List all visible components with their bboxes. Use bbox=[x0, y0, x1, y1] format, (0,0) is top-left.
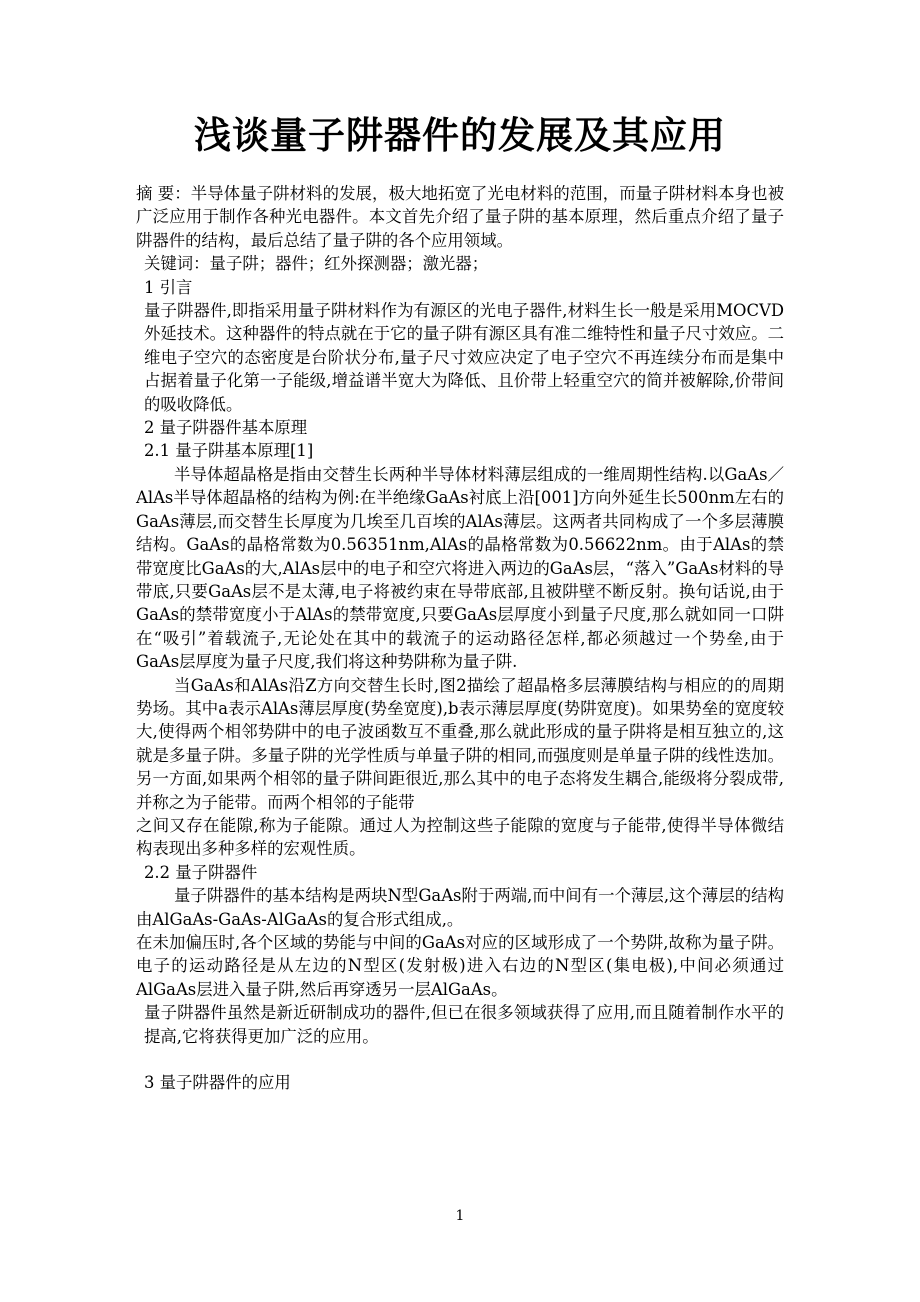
section-2-1-paragraph-1: 半导体超晶格是指由交替生长两种半导体材料薄层组成的一维周期性结构.以GaAs／AlAs半导体超晶格的结构为例:在半绝缘GaAs衬底上沿[001]方向外延生长500nm左右的GaAs薄层,而交替生长厚度为几埃至几百埃的AlAs薄层。这两者共同构成了一个多层薄膜结构。GaAs的晶格常数为0.56351nm,AlAs的晶格常数为0.56622nm。由于AlAs的禁带宽度比GaAs的大,AlAs层中的电子和空穴将进入两边的GaAs层，“落入”GaAs材料的导带底,只要GaAs层不是太薄,电子将被约束在导带底部,且被阱壁不断反射。换句话说,由于GaAs的禁带宽度小于AlAs的禁带宽度,只要GaAs层厚度小到量子尺度,那么就如同一口阱在“吸引”着载流子,无论处在其中的载流子的运动路径怎样,都必须越过一个势垒,由于GaAs层厚度为量子尺度,我们将这种势阱称为量子阱. bbox=[136, 464, 784, 672]
section-2-2-paragraph-2: 在未加偏压时,各个区域的势能与中间的GaAs对应的区域形成了一个势阱,故称为量子阱。电子的运动路径是从左边的N型区(发射极)进入右边的N型区(集电极),中间必须通过AlGaAs层进入量子阱,然后再穿透另一层AlGaAs。 bbox=[136, 933, 784, 999]
section-1-paragraph: 量子阱器件,即指采用量子阱材料作为有源区的光电子器件,材料生长一般是采用MOCVD外延技术。这种器件的特点就在于它的量子阱有源区具有准二维特性和量子尺寸效应。二维电子空穴的态密度是台阶状分布,量子尺寸效应决定了电子空穴不再连续分布而是集中占据着量子化第一子能级,增益谱半宽大为降低、且价带上轻重空穴的简并被解除,价带间的吸收降低。 bbox=[144, 301, 784, 414]
section-2-2-paragraph-1: 量子阱器件的基本结构是两块N型GaAs附于两端,而中间有一个薄层,这个薄层的结构由AlGaAs-GaAs-AlGaAs的复合形式组成,。 bbox=[136, 886, 784, 929]
section-2-2-paragraph-3: 量子阱器件虽然是新近研制成功的器件,但已在很多领域获得了应用,而且随着制作水平的提高,它将获得更加广泛的应用。 bbox=[144, 1003, 784, 1046]
section-2-heading: 2 量子阱器件基本原理 bbox=[144, 418, 308, 438]
section-1-heading: 1 引言 bbox=[144, 277, 193, 297]
page-number: 1 bbox=[455, 1208, 465, 1224]
section-2-2-heading: 2.2 量子阱器件 bbox=[144, 862, 258, 882]
section-2-1-paragraph-3: 之间又存在能隙,称为子能隙。通过人为控制这些子能隙的宽度与子能带,使得半导体微结构表现出多种多样的宏观性质。 bbox=[136, 815, 784, 859]
keywords-line: 关键词：量子阱；器件；红外探测器；激光器； bbox=[144, 254, 489, 274]
document-title: 浅谈量子阱器件的发展及其应用 bbox=[194, 114, 726, 157]
section-2-1-paragraph-2: 当GaAs和AlAs沿Z方向交替生长时,图2描绘了超晶格多层薄膜结构与相应的的周期势场。其中a表示AlAs薄层厚度(势垒宽度),b表示薄层厚度(势阱宽度)。如果势垒的宽度较大,使得两个相邻势阱中的电子波函数互不重叠,那么就此形成的量子阱将是相互独立的,这就是多量子阱。多量子阱的光学性质与单量子阱的相同,而强度则是单量子阱的线性迭加。另一方面,如果两个相邻的量子阱间距很近,那么其中的电子态将发生耦合,能级将分裂成带,并称之为子能带。而两个相邻的子能带 bbox=[136, 675, 784, 812]
document-body bbox=[136, 182, 784, 1094]
section-3-heading: 3 量子阱器件的应用 bbox=[144, 1073, 291, 1093]
section-2-1-heading: 2.1 量子阱基本原理[1] bbox=[144, 441, 314, 461]
abstract-paragraph: 摘 要：半导体量子阱材料的发展，极大地拓宽了光电材料的范围，而量子阱材料本身也被广泛应用于制作各种光电器件。本文首先介绍了量子阱的基本原理，然后重点介绍了量子阱器件的结构，最后总结了量子阱的各个应用领域。 bbox=[136, 184, 784, 250]
